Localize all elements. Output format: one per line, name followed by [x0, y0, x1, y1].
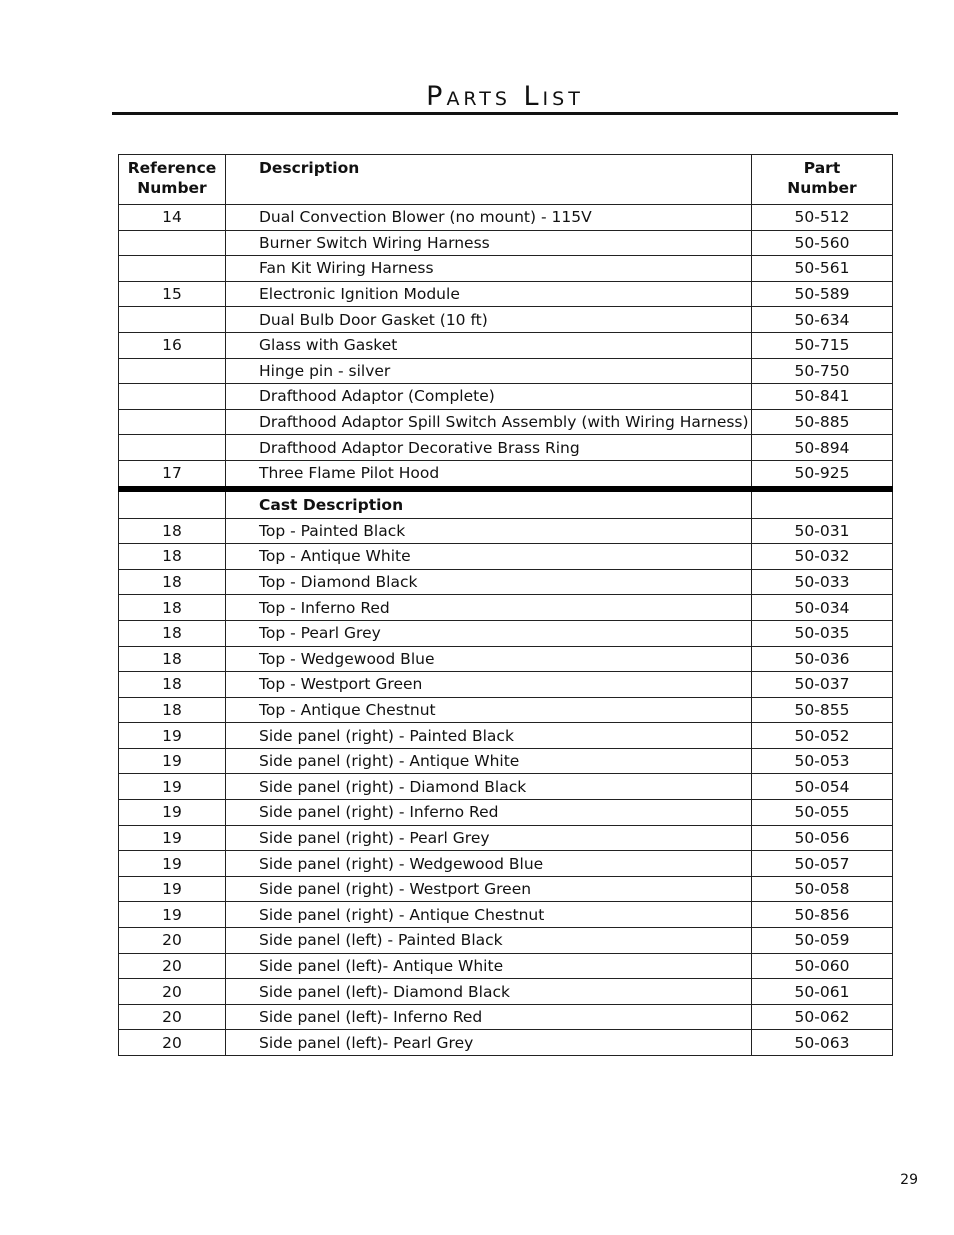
table-row	[119, 230, 893, 256]
reference-number-cell: 19	[119, 876, 226, 902]
reference-number-cell: 14	[119, 205, 226, 231]
reference-number-cell: 19	[119, 748, 226, 774]
description-cell: Side panel (left)- Inferno Red	[226, 1004, 752, 1030]
cast-parts-rows	[119, 518, 893, 1055]
description-cell: Fan Kit Wiring Harness	[226, 256, 752, 282]
description-cell: Top - Diamond Black	[226, 569, 752, 595]
part-number-cell: 50-060	[752, 953, 893, 979]
reference-number-cell: 16	[119, 332, 226, 358]
table-row	[119, 544, 893, 570]
table-row	[119, 672, 893, 698]
title-rule	[112, 112, 898, 115]
description-cell: Top - Antique White	[226, 544, 752, 570]
table-row	[119, 723, 893, 749]
header-description: Description	[226, 155, 752, 205]
description-cell: Hinge pin - silver	[226, 358, 752, 384]
table-row	[119, 748, 893, 774]
description-cell: Side panel (right) - Pearl Grey	[226, 825, 752, 851]
section-heading: Cast Description	[226, 489, 752, 519]
part-number-cell: 50-035	[752, 620, 893, 646]
part-number-cell: 50-063	[752, 1030, 893, 1056]
part-number-cell: 50-033	[752, 569, 893, 595]
description-cell: Three Flame Pilot Hood	[226, 460, 752, 488]
reference-number-cell: 20	[119, 1030, 226, 1056]
table-row	[119, 902, 893, 928]
description-cell: Drafthood Adaptor (Complete)	[226, 384, 752, 410]
table-row	[119, 256, 893, 282]
part-number-cell: 50-589	[752, 281, 893, 307]
table-row	[119, 1004, 893, 1030]
parts-rows	[119, 205, 893, 489]
part-number-cell: 50-061	[752, 979, 893, 1005]
description-cell: Side panel (right) - Wedgewood Blue	[226, 851, 752, 877]
part-number-cell: 50-750	[752, 358, 893, 384]
description-cell: Side panel (right) - Inferno Red	[226, 800, 752, 826]
table-row	[119, 646, 893, 672]
table-row	[119, 953, 893, 979]
table-row	[119, 332, 893, 358]
table-row	[119, 281, 893, 307]
section-heading-row	[119, 489, 893, 519]
part-number-cell: 50-053	[752, 748, 893, 774]
description-cell: Side panel (left)- Antique White	[226, 953, 752, 979]
part-number-cell: 50-057	[752, 851, 893, 877]
table-row	[119, 595, 893, 621]
table-row	[119, 697, 893, 723]
description-cell: Electronic Ignition Module	[226, 281, 752, 307]
reference-number-cell: 18	[119, 620, 226, 646]
table-row	[119, 774, 893, 800]
part-number-cell: 50-512	[752, 205, 893, 231]
description-cell: Side panel (left)- Pearl Grey	[226, 1030, 752, 1056]
reference-number-cell: 19	[119, 723, 226, 749]
header-reference-number	[119, 155, 226, 205]
part-number-cell: 50-841	[752, 384, 893, 410]
section-heading-part-cell	[752, 489, 893, 519]
part-number-cell: 50-560	[752, 230, 893, 256]
description-cell: Side panel (left)- Diamond Black	[226, 979, 752, 1005]
reference-number-cell	[119, 384, 226, 410]
reference-number-cell: 20	[119, 928, 226, 954]
reference-number-cell: 18	[119, 518, 226, 544]
page-number: 29	[900, 1172, 918, 1188]
part-number-cell: 50-856	[752, 902, 893, 928]
reference-number-cell: 18	[119, 646, 226, 672]
table-row	[119, 825, 893, 851]
part-number-cell: 50-059	[752, 928, 893, 954]
page-title: Parts List	[426, 81, 584, 112]
description-cell: Dual Bulb Door Gasket (10 ft)	[226, 307, 752, 333]
reference-number-cell: 19	[119, 800, 226, 826]
table-row	[119, 851, 893, 877]
reference-number-cell: 18	[119, 595, 226, 621]
description-cell: Side panel (right) - Diamond Black	[226, 774, 752, 800]
table-row	[119, 569, 893, 595]
part-number-cell: 50-032	[752, 544, 893, 570]
header-part-number	[752, 155, 893, 205]
part-number-cell: 50-634	[752, 307, 893, 333]
description-cell: Dual Convection Blower (no mount) - 115V	[226, 205, 752, 231]
table-row	[119, 460, 893, 488]
description-cell: Top - Pearl Grey	[226, 620, 752, 646]
part-number-cell: 50-715	[752, 332, 893, 358]
description-cell: Side panel (right) - Antique Chestnut	[226, 902, 752, 928]
reference-number-cell: 20	[119, 953, 226, 979]
part-number-cell: 50-925	[752, 460, 893, 488]
header-reference-line2: Number	[137, 179, 207, 197]
section-heading-group	[119, 489, 893, 519]
header-part-line2: Number	[787, 179, 857, 197]
table-row	[119, 800, 893, 826]
reference-number-cell: 18	[119, 697, 226, 723]
description-cell: Side panel (right) - Painted Black	[226, 723, 752, 749]
part-number-cell: 50-037	[752, 672, 893, 698]
table-row	[119, 409, 893, 435]
reference-number-cell: 20	[119, 979, 226, 1005]
reference-number-cell	[119, 435, 226, 461]
table-row	[119, 358, 893, 384]
reference-number-cell: 18	[119, 544, 226, 570]
part-number-cell: 50-036	[752, 646, 893, 672]
table-header-row	[119, 155, 893, 205]
reference-number-cell	[119, 409, 226, 435]
description-cell: Side panel (right) - Westport Green	[226, 876, 752, 902]
reference-number-cell: 19	[119, 851, 226, 877]
part-number-cell: 50-052	[752, 723, 893, 749]
part-number-cell: 50-855	[752, 697, 893, 723]
header-part-line1: Part	[803, 159, 841, 177]
description-cell: Top - Antique Chestnut	[226, 697, 752, 723]
part-number-cell: 50-894	[752, 435, 893, 461]
reference-number-cell: 15	[119, 281, 226, 307]
part-number-cell: 50-062	[752, 1004, 893, 1030]
part-number-cell: 50-031	[752, 518, 893, 544]
part-number-cell: 50-056	[752, 825, 893, 851]
description-cell: Glass with Gasket	[226, 332, 752, 358]
part-number-cell: 50-054	[752, 774, 893, 800]
description-cell: Top - Painted Black	[226, 518, 752, 544]
description-cell: Drafthood Adaptor Spill Switch Assembly (with Wiring Harness)	[226, 409, 752, 435]
table-row	[119, 1030, 893, 1056]
description-cell: Top - Wedgewood Blue	[226, 646, 752, 672]
reference-number-cell: 20	[119, 1004, 226, 1030]
reference-number-cell	[119, 307, 226, 333]
part-number-cell: 50-885	[752, 409, 893, 435]
reference-number-cell: 17	[119, 460, 226, 488]
description-cell: Drafthood Adaptor Decorative Brass Ring	[226, 435, 752, 461]
parts-table	[118, 154, 893, 1056]
table-row	[119, 979, 893, 1005]
description-cell: Top - Inferno Red	[226, 595, 752, 621]
part-number-cell: 50-058	[752, 876, 893, 902]
table-row	[119, 876, 893, 902]
description-cell: Top - Westport Green	[226, 672, 752, 698]
part-number-cell: 50-055	[752, 800, 893, 826]
reference-number-cell: 19	[119, 902, 226, 928]
reference-number-cell	[119, 230, 226, 256]
reference-number-cell	[119, 358, 226, 384]
table-row	[119, 384, 893, 410]
part-number-cell: 50-561	[752, 256, 893, 282]
description-cell: Side panel (left) - Painted Black	[226, 928, 752, 954]
description-cell: Side panel (right) - Antique White	[226, 748, 752, 774]
description-cell: Burner Switch Wiring Harness	[226, 230, 752, 256]
section-heading-ref-cell	[119, 489, 226, 519]
table-row	[119, 928, 893, 954]
part-number-cell: 50-034	[752, 595, 893, 621]
reference-number-cell	[119, 256, 226, 282]
reference-number-cell: 18	[119, 569, 226, 595]
reference-number-cell: 19	[119, 825, 226, 851]
reference-number-cell: 18	[119, 672, 226, 698]
table-row	[119, 620, 893, 646]
table-row	[119, 518, 893, 544]
table-row	[119, 435, 893, 461]
table-row	[119, 307, 893, 333]
header-reference-line1: Reference	[127, 159, 217, 177]
reference-number-cell: 19	[119, 774, 226, 800]
table-row	[119, 205, 893, 231]
